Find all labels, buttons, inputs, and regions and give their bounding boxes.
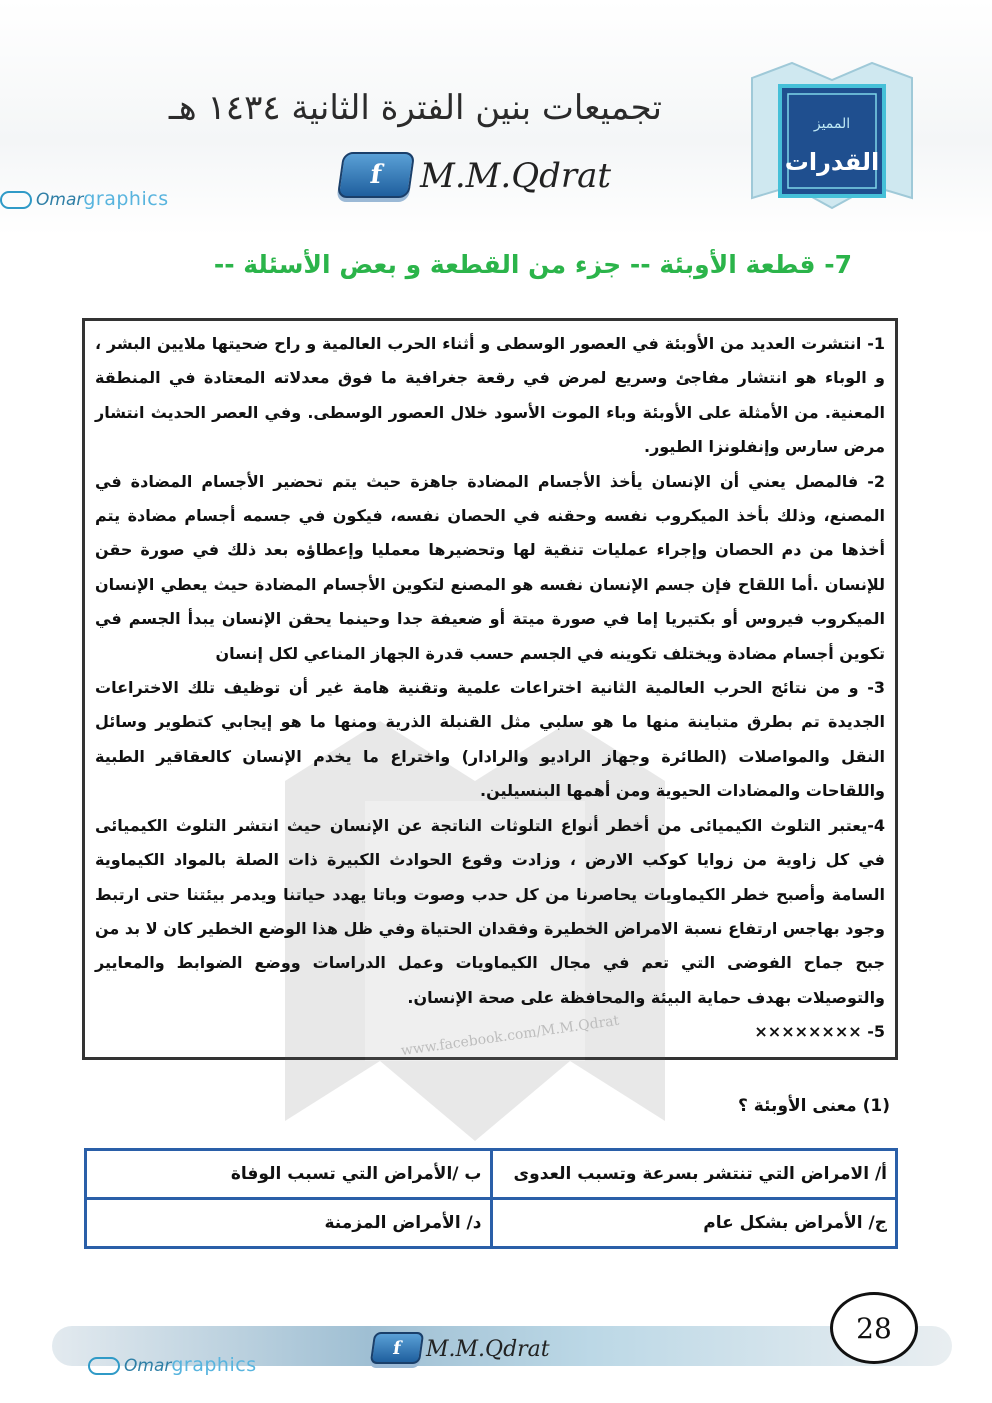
question-1: (1) معنى الأوبئة ؟ [738,1096,890,1116]
page-header [0,0,992,235]
watermark-url: www.facebook.com/M.M.Qdrat [399,1012,621,1060]
passage-box [82,318,898,1060]
passage-paragraph-5: 5- ×××××××× [754,1022,885,1042]
qdrat-logo-icon [742,58,922,228]
facebook-icon: f [337,152,415,198]
omar-logo-icon [0,191,32,209]
header-title: تجميعات بنين الفترة الثانية ١٤٣٤ هـ [168,88,662,128]
header-brand-group [340,152,412,198]
answer-options-table [84,1148,898,1249]
omar-logo-icon [88,1357,120,1375]
footer-credit: Omargraphics [88,1354,257,1376]
table-row [86,1150,897,1199]
section-title: 7- قطعة الأوبئة -- جزء من القطعة و بعض الأسئلة -- [213,250,852,279]
table-row [86,1199,897,1248]
footer-brand-group [372,1332,422,1364]
passage-paragraph-1: 1- انتشرت العديد من الأوبئة في العصور الوسطى و أثناء الحرب العالمية و راح ضحيتها ملايين البشر ، و الوباء هو انتشار مفاجئ وسريع لمرض في رقعة جغرافية ما فوق معدلاته المعتادة في المنطقة المعنية. من الأمثلة على الأوبئة وباء الموت الأسود خلال العصور الوسطى. وفي العصر الحديث انتشار مرض سارس وإنفلونزا الطيور. [95,334,885,457]
footer-brand-text: M.M.Qdrat [426,1337,550,1362]
logo-small-word: المميز [813,116,851,132]
facebook-icon: f [370,1332,424,1364]
passage-text [95,327,885,1051]
option-d[interactable]: د/ الأمراض المزمنة [86,1199,492,1248]
page-number: 28 [830,1292,918,1364]
option-c[interactable]: ج/ الأمراض بشكل عام [491,1199,897,1248]
option-a[interactable]: أ/ الامراض التي تنتشر بسرعة وتسبب العدوى [491,1150,897,1199]
passage-paragraph-2: 2- فالمصل يعني أن الإنسان يأخذ الأجسام المضادة جاهزة حيث يتم تحضير الأجسام المضادة في المصنع، وذلك بأخذ الميكروب نفسه وحقنه في الحصان نفسه، فيكون في جسمه أجسام مضادة يتم أخذها من دم الحصان وإجراء عمليات تنقية لها وتحضيرها معمليا وإعطاؤه بعد ذلك في صورة حقن للإنسان .أما اللقاح فإن جسم الإنسان نفسه هو المصنع لتكوين الأجسام المضادة حيث يعطي الإنسان الميكروب فيروس أو بكتيريا إما في صورة ميتة أو ضعيفة جدا وحينما يحقن الإنسان يبدأ الجسم في تكوين أجسام مضادة ويختلف تكوينه في الجسم حسب قدرة الجهاز المناعي لكل إنسان [95,471,885,663]
logo-word: القدرات [784,148,880,176]
header-credit: Omargraphics [0,188,169,210]
header-brand-text: M.M.Qdrat [420,156,612,196]
passage-paragraph-4: 4-يعتبر التلوث الكيميائى من أخطر أنواع التلوثات الناتجة عن الإنسان حيث انتشر التلوث الكيميائى في كل زاوية من زوايا كوكب الارض ، وزادت وقوع الحوادث الكبيرة ذات الصلة بالمواد الكيماوية السامة وأصبح خطر الكيماويات يحاصرنا من كل حدب وصوت وباتا يهدد حياتنا ويدمر بيئتنا حتى ارتبط وجود بهاجس ارتفاع نسبة الامراض الخطيرة وفقدان الحتياة وفي ظل هذا الوضع الخطير كان لا بد من جبح جماح الفوضى التي تعم في مجال الكيماويات وعمل الدراسات ووضع الضوابط والمعايير والتوصيلات بهدف حماية البيئة والمحافظة على صحة الإنسان. [95,815,885,1007]
passage-paragraph-3: 3- و من نتائج الحرب العالمية الثانية اختراعات علمية وتقنية هامة غير أن توظيف تلك الاختراعات الجديدة تم بطرق متباينة منها ما هو سلبي مثل القنبلة الذرية ومنها ما هو إيجابي كتطوير وسائل النقل والمواصلات (الطائرة وجهاز الراديو والرادار) واختراع ما يخدم الإنسان كالعقاقير الطبية واللقاحات والمضادات الحيوية ومن أهمها البنسيلين. [95,678,885,801]
option-b[interactable]: ب /الأمراض التي تسبب الوفاة [86,1150,492,1199]
